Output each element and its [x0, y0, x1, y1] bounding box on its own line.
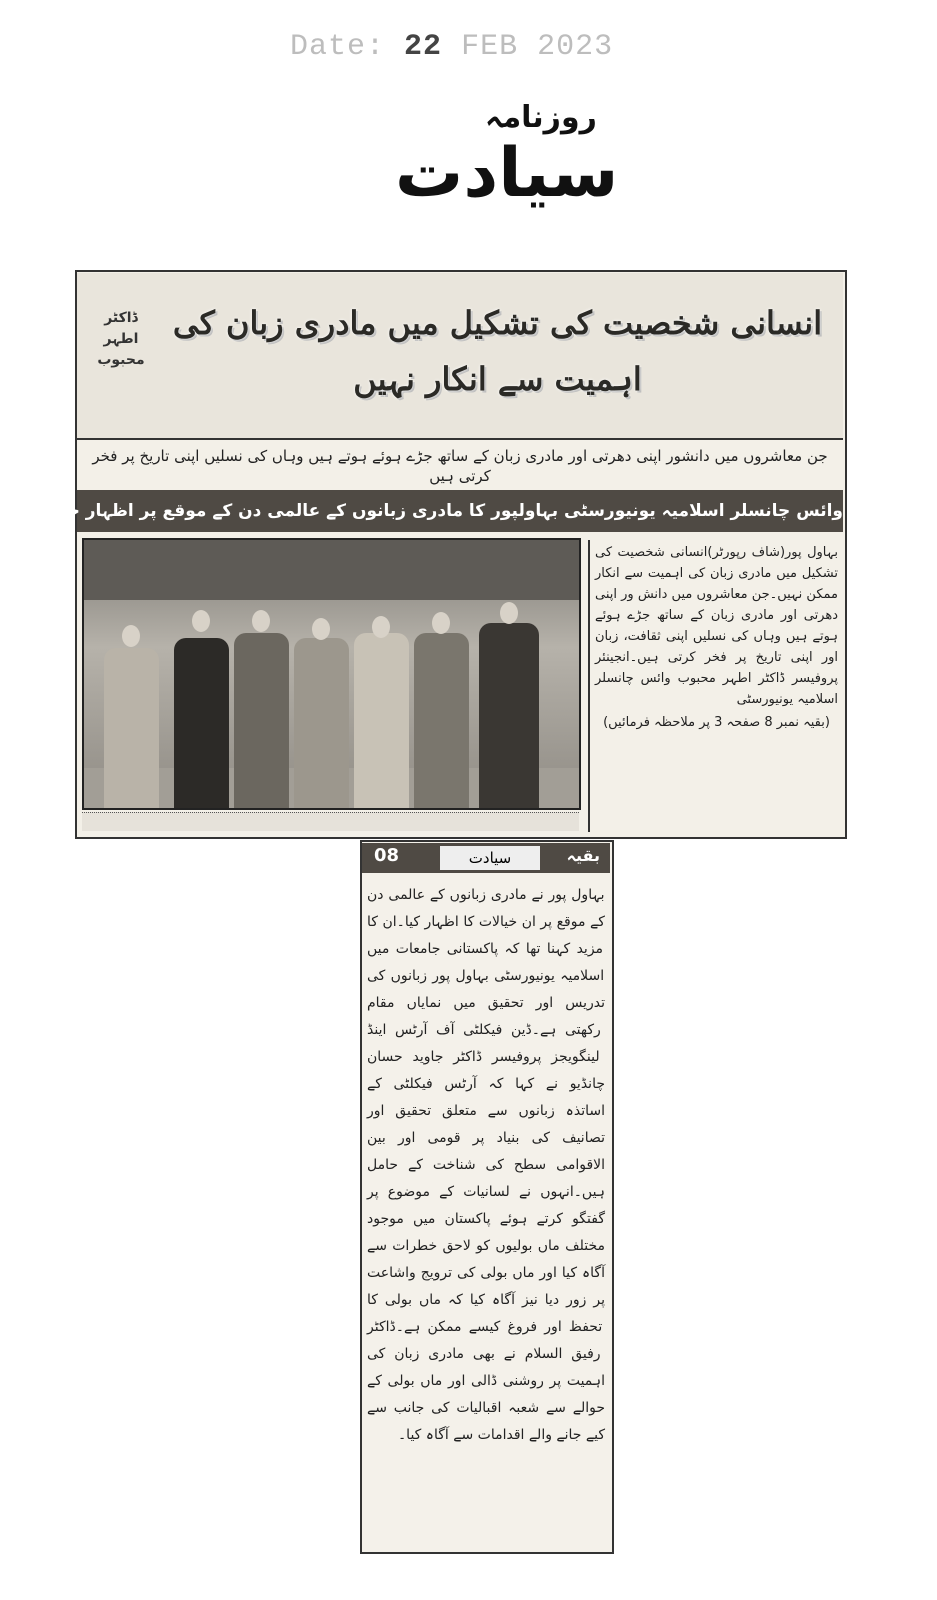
date-stamp: [290, 30, 613, 64]
text-line: سے شعبہ اقبالیات کی جانب سے کیے: [367, 1400, 605, 1443]
byline-line: اطہر: [103, 331, 139, 347]
text-line: زبانوں سے متعلق تحقیق اور تصانیف کی بنیاد: [367, 1103, 606, 1146]
column-rule: [588, 540, 590, 832]
headline: انسانی شخصیت کی تشکیل میں مادری زبان کی اہمیت سے انکار نہیں: [172, 304, 823, 398]
photo-person: [414, 633, 469, 808]
text-line: چانڈیو نے کہا کہ آرٹس فیکلٹی کے اساتذہ: [367, 1076, 605, 1119]
text-line: تدریس اور تحقیق میں نمایاں مقام رکھتی: [367, 995, 605, 1038]
text-line: محبوب وائس چانسلر اسلامیہ یونیورسٹی: [595, 671, 838, 707]
photo-face: [500, 602, 518, 624]
photo-building: [84, 540, 579, 600]
headline-panel: [77, 273, 843, 440]
byline-line: محبوب: [97, 352, 145, 368]
text-line: کے موقع پر ان خیالات کا اظہار کیا۔ان کا: [367, 914, 605, 930]
continuation-note: (بقیہ نمبر 8 صفحہ 3 پر ملاحظہ فرمائیں): [603, 715, 830, 730]
text-line: ہے۔ڈین فیکلٹی آف آرٹس اینڈ: [367, 1022, 557, 1038]
text-line: لینگویجز پروفیسر ڈاکٹر جاوید حسان: [367, 1049, 600, 1065]
text-line: واشاعت پر زور دیا نیز آگاہ کیا کہ ماں بولی: [367, 1265, 606, 1308]
continuation-body: [367, 882, 605, 1449]
text-line: بہاول پور نے مادری زبانوں کے عالمی دن: [367, 887, 605, 903]
text-line: اہمیت سے انکار ممکن نہیں۔جن معاشروں: [595, 566, 838, 602]
byline-line: ڈاکٹر: [104, 310, 138, 326]
deck-band: [39, 490, 843, 532]
text-line: پر فخر کرتی ہیں۔انجینئر پروفیسر ڈاکٹر اطہر: [595, 650, 838, 686]
text-line: اہمیت پر روشنی ڈالی اور ماں بولی کے حوالے: [367, 1373, 605, 1416]
photo-person: [174, 638, 229, 808]
paper-name: سیادت: [440, 846, 540, 870]
photo-caption: [82, 812, 579, 831]
text-line: کا تحفظ اور فروغ کیسے ممکن ہے۔ڈاکٹر: [367, 1292, 603, 1335]
photo-person: [234, 633, 289, 808]
photo-face: [432, 612, 450, 634]
photo-face: [312, 618, 330, 640]
date-month-year: FEB 2023: [461, 30, 614, 64]
photo-face: [372, 616, 390, 638]
text-line: حامل ہیں۔انہوں نے لسانیات کے: [367, 1157, 606, 1200]
headline-byline: [91, 308, 151, 371]
masthead-prefix: روزنامہ: [485, 100, 597, 135]
text-line: بہاول پور(شاف رپورٹر)انسانی: [670, 545, 838, 560]
text-line: مزید کہنا تھا کہ پاکستانی جامعات میں: [367, 941, 604, 957]
text-line: کی نسلیں اپنی ثقافت، زبان اور اپنی تاریخ: [595, 629, 838, 665]
text-line: شخصیت کی تشکیل میں مادری زبان کی: [595, 545, 838, 581]
page-number: 08: [374, 845, 400, 866]
photo-face: [122, 625, 140, 647]
date-label: Date:: [290, 30, 386, 64]
photo-person: [104, 648, 159, 808]
group-photo: [82, 538, 581, 810]
photo-person: [479, 623, 539, 808]
text-line: موضوع پر گفتگو کرتے ہوئے پاکستان میں: [367, 1184, 606, 1227]
photo-face: [192, 610, 210, 632]
photo-person: [294, 638, 349, 808]
text-line: موجود مختلف ماں بولیوں کو لاحق خطرات: [367, 1211, 605, 1254]
photo-face: [252, 610, 270, 632]
text-line: میں دانش ور اپنی دھرتی اور مادری زبان: [595, 587, 838, 623]
masthead-name: سیادت: [395, 134, 619, 213]
date-day: 22: [404, 30, 443, 64]
text-line: پر قومی اور بین الاقوامی سطح کی شناخت کے: [367, 1130, 606, 1173]
text-line: جانے والے اقدامات سے آگاہ کیا۔: [397, 1427, 582, 1443]
text-line: کے ساتھ جڑے ہوئے ہوتے ہیں وہاں: [595, 608, 838, 644]
subheadline: جن معاشروں میں دانشور اپنی دھرتی اور مادری زبان کے ساتھ جڑے ہوئے ہوتے ہیں وہاں کی نسلیں اپنی تاریخ پر فخر کرتی ہیں: [92, 447, 828, 485]
text-line: رفیق السلام نے بھی مادری زبان کی: [367, 1346, 601, 1362]
text-line: سے آگاہ کیا اور ماں بولی کی ترویج: [367, 1238, 605, 1281]
continuation-label: بقیہ: [566, 846, 600, 865]
photo-person: [354, 633, 409, 808]
article-column: [595, 542, 838, 733]
deck-text: وائس چانسلر اسلامیہ یونیورسٹی بہاولپور کا مادری زبانوں کے عالمی دن کے موقع پر اظہار خیال: [39, 501, 843, 521]
text-line: اسلامیہ یونیورسٹی بہاول پور زبانوں کی: [367, 968, 605, 984]
continuation-header: [362, 843, 610, 873]
